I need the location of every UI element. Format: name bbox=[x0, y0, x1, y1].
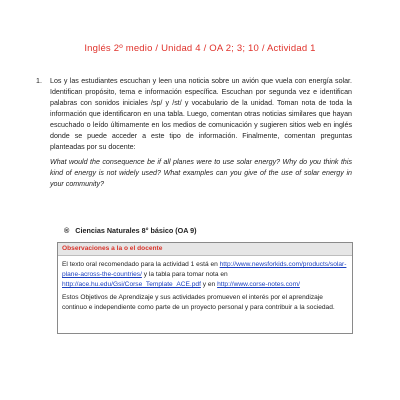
subject-connection bbox=[64, 226, 354, 235]
activity-number: 1. bbox=[36, 77, 42, 85]
link-news-text[interactable]: http://www.newsforkids.com/products/solar-plane-across-the-countries/ bbox=[62, 261, 347, 278]
link-corse-notes[interactable]: http://www.corse-notes.com/ bbox=[217, 281, 300, 288]
observations-paragraph-1 bbox=[62, 260, 348, 290]
page-title: Inglés 2º medio / Unidad 4 / OA 2; 3; 10 / Actividad 1 bbox=[84, 43, 316, 54]
obs-text-1: El texto oral recomendado para la actividad 1 está en bbox=[62, 261, 218, 268]
subject-label: Ciencias Naturales 8° básico (OA 9) bbox=[75, 226, 197, 235]
observations-heading: Observaciones a la o el docente bbox=[58, 243, 352, 256]
teacher-observations-box bbox=[57, 242, 353, 334]
activity-description: Los y las estudiantes escuchan y leen una noticia sobre un avión que vuela con energía solar. Identifican propósito, tema e información específica. Escuchan por segunda vez e identifican palabras con sonidos iniciales /sp/ y /st/ y vocabulario de la unidad. Toman nota de toda la información que identificaron en una tabla. Luego, comentan otras noticias similares que hayan escuchado o leído últimamente en los medios de comunicación y sugieren sitios web en inglés donde se puede acceder a este tipo de información. Finalmente, comentan preguntas planteadas por su docente: bbox=[50, 77, 352, 151]
activity-questions: What would the consequence be if all planes were to use solar energy? Why do you think this kind of energy is not widely used? What examples can you give of the use of solar energy in your community? bbox=[50, 158, 352, 188]
registered-icon: ® bbox=[64, 226, 70, 235]
obs-text-2: y la tabla para tomar nota en bbox=[143, 271, 228, 278]
observations-body bbox=[58, 256, 352, 313]
activity-item bbox=[36, 76, 352, 190]
obs-text-3: y en bbox=[202, 281, 216, 288]
observations-paragraph-2: Estos Objetivos de Aprendizaje y sus actividades promueven el interés por el aprendizaje continuo e independiente como parte de un proyecto personal y para contribuir a la sociedad. bbox=[62, 294, 335, 311]
link-notes-template[interactable]: http://ace.hu.edu/Gsi/Corse_Template_ACE.pdf bbox=[62, 281, 201, 288]
